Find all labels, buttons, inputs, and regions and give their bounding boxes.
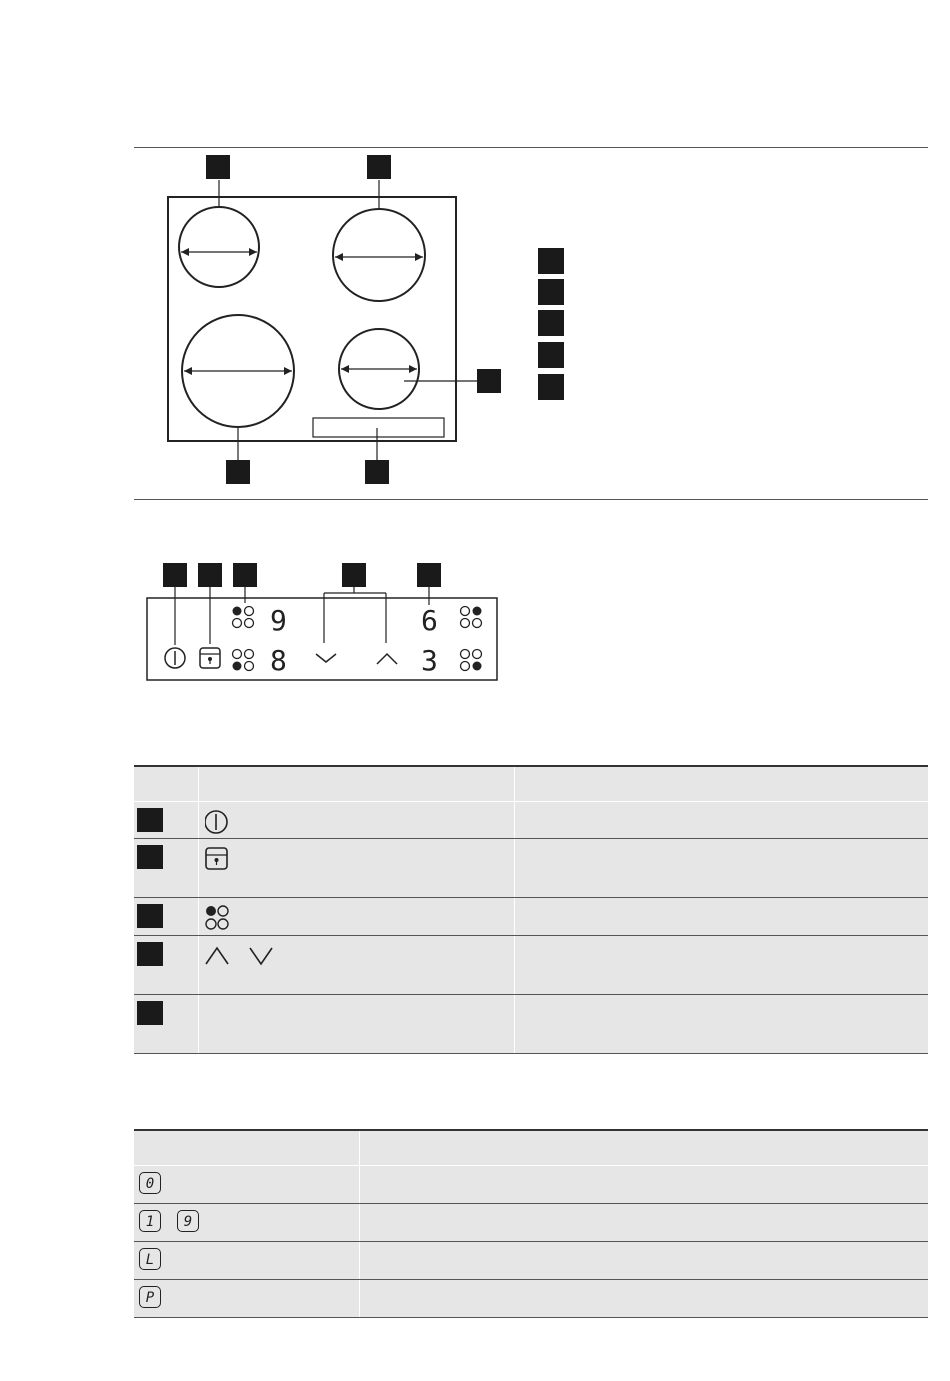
zone-indicator-icon-rear-left: [233, 607, 254, 628]
table-row: [134, 1242, 928, 1280]
row-number-square: [137, 808, 163, 832]
display-digit: 9: [177, 1210, 199, 1232]
table-row: [134, 995, 928, 1054]
lock-icon: [200, 648, 220, 668]
row-number-square: [137, 845, 163, 869]
row-number-square: [137, 904, 163, 928]
table-row: [134, 1166, 928, 1204]
zone-indicator-icon-front-right: [461, 650, 482, 671]
row-number-square: [137, 1001, 163, 1025]
lock-icon: [205, 845, 235, 873]
table-row: [134, 802, 928, 839]
table-row: [134, 839, 928, 898]
up-down-arrows-icon: [205, 942, 275, 970]
row-number-square: [137, 942, 163, 966]
panel-callout-5: [417, 563, 441, 587]
panel-callout-1: [163, 563, 187, 587]
chevron-up-icon: [377, 654, 397, 664]
level-display-rear-right: 6: [421, 604, 438, 637]
table-header-row: [134, 766, 928, 802]
display-digit: P: [139, 1286, 161, 1308]
table-header-row: [134, 1130, 928, 1166]
display-digit: 1: [139, 1210, 161, 1232]
display-digit: 0: [139, 1172, 161, 1194]
display-digit: L: [139, 1248, 161, 1270]
table-row: [134, 1204, 928, 1242]
display-table: [134, 1129, 928, 1318]
table-row: [134, 936, 928, 995]
panel-callout-2: [198, 563, 222, 587]
panel-callout-3: [233, 563, 257, 587]
table-row: [134, 898, 928, 936]
level-display-rear-left: 9: [270, 604, 287, 637]
sensor-field-table: [134, 765, 928, 1054]
zone-indicator-icon-rear-right: [461, 607, 482, 628]
on-off-icon: [205, 808, 235, 836]
chevron-down-icon: [316, 654, 336, 662]
level-display-front-right: 3: [421, 644, 438, 677]
control-panel-frame: [147, 598, 497, 680]
zone-indicator-icon-front-left: [233, 650, 254, 671]
zone-indicator-icon: [205, 904, 235, 932]
on-off-icon: [165, 648, 185, 668]
panel-callout-4: [342, 563, 366, 587]
table-row: [134, 1280, 928, 1318]
level-display-front-left: 8: [270, 644, 287, 677]
